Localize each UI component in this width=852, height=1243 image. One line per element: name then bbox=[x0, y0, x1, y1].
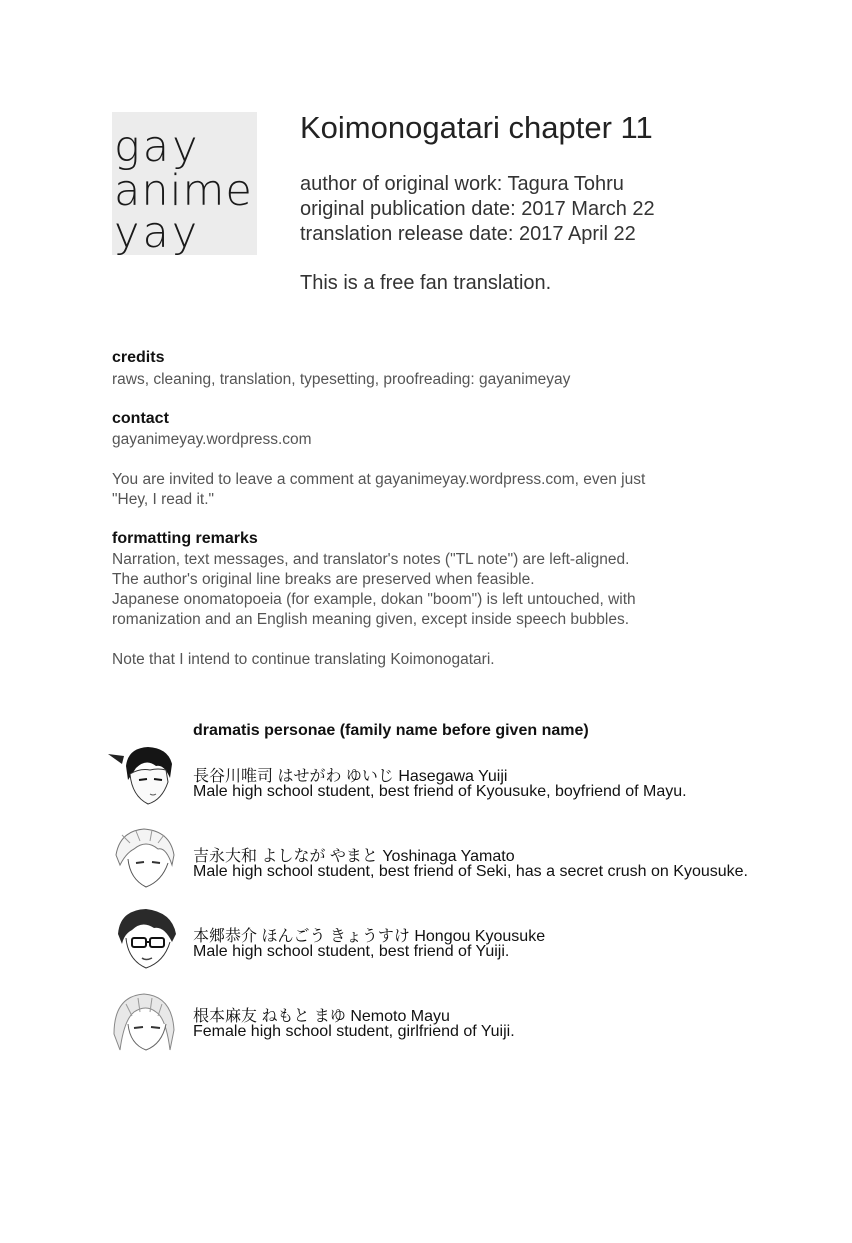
page-title: Koimonogatari chapter 11 bbox=[300, 110, 653, 145]
character-name-hongou: 本郷恭介 ほんごう きょうすけ Hongou Kyousuke bbox=[193, 928, 546, 945]
logo bbox=[112, 112, 257, 258]
character-name-yoshinaga: 吉永大和 よしなが やまと Yoshinaga Yamato bbox=[193, 848, 515, 865]
credits-heading: credits bbox=[112, 349, 165, 366]
free-translation-note: This is a free fan translation. bbox=[300, 272, 552, 294]
contact-invite-line-1: You are invited to leave a comment at gayanimeyay.wordpress.com, even just bbox=[112, 471, 646, 488]
contact-site: gayanimeyay.wordpress.com bbox=[112, 431, 312, 448]
release-date-line: translation release date: 2017 April 22 bbox=[300, 223, 636, 245]
author-line: author of original work: Tagura Tohru bbox=[300, 173, 624, 195]
logo-line-1: gay bbox=[114, 122, 201, 172]
character-name-nemoto: 根本麻友 ねもと まゆ Nemoto Mayu bbox=[193, 1008, 450, 1025]
character-name-hasegawa: 長谷川唯司 はせがわ ゆいじ Hasegawa Yuiji bbox=[193, 768, 508, 785]
credits-text: raws, cleaning, translation, typesetting, proofreading: gayanimeyay bbox=[112, 371, 571, 388]
avatar-hasegawa-yuiji bbox=[106, 744, 182, 810]
character-desc-nemoto: Female high school student, girlfriend of Yuiji. bbox=[193, 1023, 515, 1040]
formatting-line-2: The author's original line breaks are preserved when feasible. bbox=[112, 571, 535, 588]
contact-invite-line-2: "Hey, I read it." bbox=[112, 491, 215, 508]
avatar-nemoto-mayu bbox=[106, 990, 182, 1056]
character-desc-hongou: Male high school student, best friend of Yuiji. bbox=[193, 943, 510, 960]
character-desc-hasegawa: Male high school student, best friend of Kyousuke, boyfriend of Mayu. bbox=[193, 783, 687, 800]
logo-line-2: anime bbox=[114, 166, 253, 216]
character-desc-yoshinaga: Male high school student, best friend of Seki, has a secret crush on Kyousuke. bbox=[193, 863, 748, 880]
formatting-line-4: romanization and an English meaning given, except inside speech bubbles. bbox=[112, 611, 630, 628]
publication-date-line: original publication date: 2017 March 22 bbox=[300, 198, 655, 220]
formatting-heading: formatting remarks bbox=[112, 530, 258, 547]
formatting-line-3: Japanese onomatopoeia (for example, dokan "boom") is left untouched, with bbox=[112, 591, 636, 608]
logo-line-3: yay bbox=[114, 208, 201, 258]
dramatis-heading: dramatis personae (family name before given name) bbox=[193, 722, 589, 739]
avatar-yoshinaga-yamato bbox=[106, 825, 182, 891]
formatting-line-1: Narration, text messages, and translator's notes ("TL note") are left-aligned. bbox=[112, 551, 630, 568]
contact-heading: contact bbox=[112, 410, 169, 427]
avatar-hongou-kyousuke bbox=[106, 906, 182, 972]
formatting-note: Note that I intend to continue translating Koimonogatari. bbox=[112, 651, 495, 668]
